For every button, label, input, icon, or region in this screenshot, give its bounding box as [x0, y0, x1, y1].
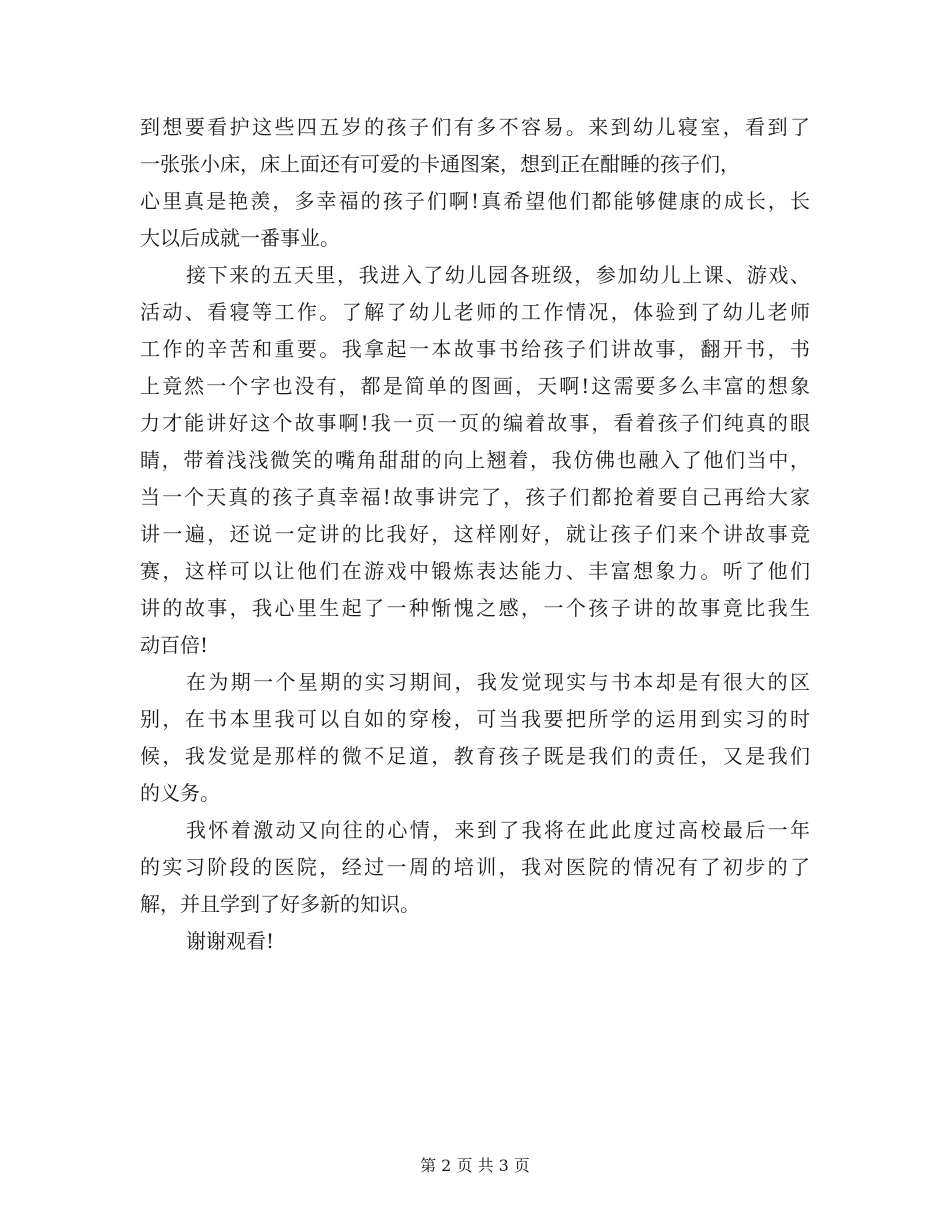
text-line: 的实习阶段的医院，经过一周的培训，我对医院的情况有了初步的了 [140, 855, 810, 879]
text-line: 接下来的五天里，我进入了幼儿园各班级，参加幼儿上课、游戏、 [186, 263, 810, 287]
text-line: 力才能讲好这个故事啊!我一页一页的编着故事，看着孩子们纯真的眼 [140, 411, 810, 435]
text-line: 到想要看护这些四五岁的孩子们有多不容易。来到幼儿寝室，看到了 [140, 115, 810, 139]
text-line: 当一个天真的孩子真幸福!故事讲完了，孩子们都抢着要自己再给大家 [140, 485, 810, 509]
text-line: 赛，这样可以让他们在游戏中锻炼表达能力、丰富想象力。听了他们 [140, 559, 810, 583]
text-line: 睛，带着浅浅微笑的嘴角甜甜的向上翘着，我仿佛也融入了他们当中， [140, 448, 810, 472]
text-line: 谢谢观看! [186, 929, 275, 953]
text-line: 在为期一个星期的实习期间，我发觉现实与书本却是有很大的区 [186, 670, 810, 694]
text-line: 心里真是艳羡，多幸福的孩子们啊!真希望他们都能够健康的成长，长 [140, 189, 810, 213]
text-line: 我怀着激动又向往的心情，来到了我将在此此度过高校最后一年 [186, 818, 810, 842]
text-line: 动百倍! [140, 633, 209, 657]
text-line: 活动、看寝等工作。了解了幼儿老师的工作情况，体验到了幼儿老师 [140, 300, 810, 324]
text-line: 候，我发觉是那样的微不足道，教育孩子既是我们的责任，又是我们 [140, 744, 810, 768]
text-line: 解，并且学到了好多新的知识。 [140, 892, 420, 916]
text-line: 一张张小床，床上面还有可爱的卡通图案，想到正在酣睡的孩子们， [140, 152, 740, 176]
text-line: 讲一遍，还说一定讲的比我好，这样刚好，就让孩子们来个讲故事竞 [140, 522, 810, 546]
text-line: 讲的故事，我心里生起了一种惭愧之感，一个孩子讲的故事竟比我生 [140, 596, 810, 620]
text-line: 别，在书本里我可以自如的穿梭，可当我要把所学的运用到实习的时 [140, 707, 810, 731]
page-footer: 第 2 页 共 3 页 [420, 1156, 530, 1175]
text-line: 的义务。 [140, 781, 220, 805]
text-line: 上竟然一个字也没有，都是简单的图画，天啊!这需要多么丰富的想象 [140, 374, 810, 398]
text-line: 工作的辛苦和重要。我拿起一本故事书给孩子们讲故事，翻开书，书 [140, 337, 810, 361]
body-text [140, 109, 810, 960]
text-line: 大以后成就一番事业。 [140, 226, 340, 250]
